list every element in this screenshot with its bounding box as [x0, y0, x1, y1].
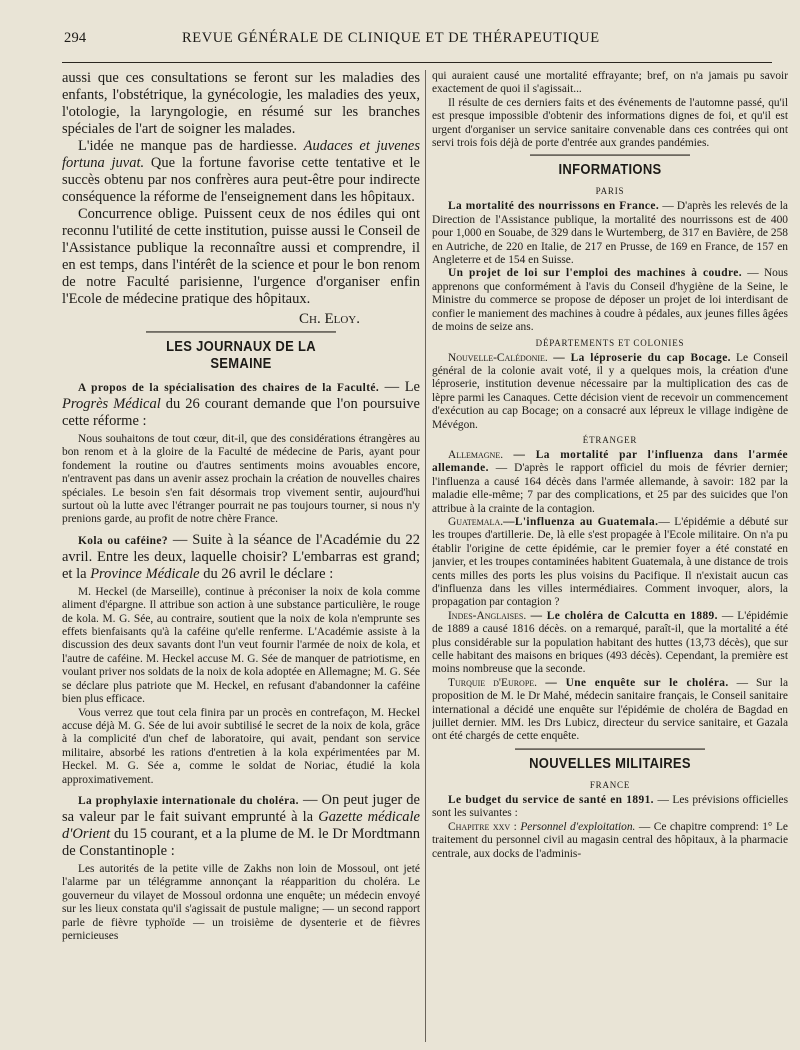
- journal-name: Progrès Médical: [62, 396, 161, 412]
- column-separator: [425, 70, 426, 1042]
- text: — Le: [379, 379, 420, 395]
- running-head: [62, 30, 772, 52]
- journal-name: Gazette médicale d'Orient: [62, 808, 420, 842]
- latin-quote: Audaces et juvenes fortuna juvat.: [62, 138, 420, 171]
- paragraph: [62, 138, 420, 206]
- text: — L'épidémie de 1889 a causé 1816 décès. on a remarqué, paraît-il, que la mortalité a été plus considérable sur la population habitant des huttes (13,73 décès), que sur celle habitant des maisons en briques (493 décès). Cependant, la première est moins nombreuse que la seconde.: [432, 609, 788, 676]
- text: du 15 courant, et a la plume de M. le Dr Mordtmann de Constantinople :: [62, 825, 420, 859]
- subsection-title: PARIS: [595, 186, 625, 197]
- text: — Suite à la séance de l'Académie du 22 avril. Entre les deux, laquelle choisir? L'embarras est grand; et la: [62, 531, 420, 582]
- news-title: La mortalité des nourrissons en France.: [448, 200, 660, 213]
- quotation: Les autorités de la petite ville de Zakhs non loin de Mossoul, ont jeté l'alarme par un télégramme annonçant la réapparition du choléra. Le gouverneur du vilayet de Mossoul ordonna une enquête; un médecin envoyé sur les lieux constata qu'il s'agissait de pustule maligne; — un second rapport parle de fièvre typhoïde — un troisième de dysenterie et de fièvres pernicieuses: [62, 862, 420, 942]
- news-title: — Le choléra de Calcutta en 1889.: [526, 609, 718, 622]
- place-name: Turquie d'Europe.: [448, 676, 538, 689]
- text: — Ce chapitre comprend: 1° Le traitement du personnel civil au magasin central des hôpitaux, à la pharmacie centrale, aux docks de l'adminis-: [432, 820, 788, 860]
- section-title: NOUVELLES MILITAIRES: [515, 748, 705, 771]
- news-item: [432, 352, 788, 432]
- text: L'idée ne manque pas de hardiesse.: [78, 138, 304, 154]
- article-title: Kola ou caféine?: [78, 534, 168, 547]
- quotation: Vous verrez que tout cela finira par un procès en contrefaçon, M. Heckel accuse déjà M. G. Sée de lui avoir subtilisé le secret de la noix de kola, grâce à la complicité d'un chef de laboratoire, qui avait, pendant son service militaire, absorbé les rations d'entretien à la kola expérimentées par M. Heckel. M. G. Sée a, comme le soldat de Noriac, étudié la kola approximativement.: [62, 706, 420, 786]
- text: — Les prévisions officielles sont les suivantes :: [432, 793, 788, 820]
- text: — L'épidémie a débuté sur les troupes d'artillerie. De, là elle s'est propagée à l'Ecole militaire. On n'a pu établir l'origine de cette épidémie, car le premier foyer a été constaté en janvier, et les troupes contaminées habitent Guatemala, à une distance de trois cents milles des ports les plus voisins du Pacifique. Il n'existait aucun cas d'influenza dans les villes intermédiaires. Comment invoquer, alors, la propagation par contagion ?: [432, 515, 788, 609]
- chapter-title: Personnel d'exploitation.: [520, 820, 636, 833]
- text: — On peut juger de sa valeur par le fait suivant emprunté à la: [62, 791, 420, 825]
- quotation: Nous souhaitons de tout cœur, dit-il, que des considérations étrangères au bon renom et à la gloire de la Faculté de médecine de Paris, ayant pour fondement la routine ou d'autres sentiments moins avouables encore, n'entravent pas dans un avenir assez prochain la création de nouvelles chaires spéciales. Le besoin s'en fait désormais trop vivement sentir, aujourd'hui surtout où la lutte avec l'étranger pourrait ne pas toujours tourner, si nous n'y prenions garde, au profit de notre chère France.: [62, 433, 420, 526]
- news-item: [432, 516, 788, 610]
- subsection-title: FRANCE: [589, 779, 631, 790]
- news-title: —L'influenza au Guatemala.: [503, 515, 659, 528]
- text: — D'après les relevés de la Direction de l'Assistance publique, la mortalité des nourrissons est de 400 pour 1,000 en Souabe, de 329 dans le Wurtemberg, de 317 en Bavière, de 258 en Autriche, de 220 en Italie, de 217 en Prusse, de 169 en France, de 157 en Angleterre et de 154 en Suisse.: [432, 200, 788, 267]
- place-name: Indes-Anglaises.: [448, 609, 527, 622]
- left-column: [62, 70, 420, 1045]
- news-title: — La léproserie du cap Bocage.: [547, 351, 731, 364]
- paragraph: Concurrence oblige. Puissent ceux de nos édiles qui ont reconnu l'utilité de cette institution, puisse aussi le Conseil de l'Assistance publique la reconnaître aussi et comprendre, il en est temps, dans l'intérêt de la science et pour le bon renom de notre Faculté parisienne, l'urgence d'organiser enfin l'Ecole de médecine pratique des hôpitaux.: [62, 206, 420, 307]
- news-title: Un projet de loi sur l'emploi des machines à coudre.: [448, 267, 742, 280]
- article-title: A propos de la spécialisation des chaires de la Faculté.: [78, 382, 380, 394]
- paragraph: aussi que ces consultations se feront sur les maladies des enfants, l'obstétrique, la gynécologie, les maladies des yeux, l'otologie, la laryngologie, en résumé sur les branches spéciales de l'art de soigner les malades.: [62, 70, 420, 137]
- text: — Sur la proposition de M. le Dr Mahé, médecin sanitaire français, le Conseil sanitaire international a décidé une enquête sur l'épidémie de choléra de Bagdad en juillet dernier. MM. les Drs Lubicz, directeur du service sanitaire, et Gazala ont été chargés de cette enquête.: [432, 676, 788, 743]
- article: [62, 532, 420, 583]
- article: [62, 379, 420, 430]
- place-name: Nouvelle-Calédonie.: [448, 351, 548, 364]
- signature: Ch. Eloy.: [299, 311, 360, 327]
- right-column: [432, 70, 788, 1045]
- article-title: La prophylaxie internationale du choléra.: [78, 794, 299, 807]
- text: — Nous apprenons que conformément à l'avis du Conseil d'hygiène de la Seine, le Ministre du commerce se propose de déposer un projet de loi interdisant de confier le maniement des machines à coudre à pédales, aux jeunes filles âgées de moins de seize ans.: [432, 267, 788, 334]
- place-name: Guatemala.: [448, 515, 504, 528]
- news-item: [432, 821, 788, 861]
- section-title: INFORMATIONS: [530, 155, 690, 178]
- news-title: — Une enquête sur le choléra.: [537, 676, 729, 689]
- news-item: [432, 449, 788, 516]
- journal-name: Province Médicale: [90, 565, 200, 582]
- news-item: [432, 610, 788, 677]
- section-title: LES JOURNAUX DE LA SEMAINE: [146, 331, 336, 371]
- place-name: Allemagne.: [448, 448, 504, 461]
- news-title: — La mortalité par l'influenza dans l'armée allemande.: [432, 448, 788, 475]
- text: du 26 courant demande que l'on poursuive cette réforme :: [62, 396, 420, 429]
- text: — D'après le rapport officiel du mois de février dernier; l'influenza a causé 164 décès dans l'armée allemande, à savoir: 182 par la maladie elle-même; 7 par des complications, et 25 par des suicides que l'on attribue à la crainte de la contagion.: [432, 462, 788, 515]
- quotation: M. Heckel (de Marseille), continue à préconiser la noix de kola comme aliment d'épargne. Il attribue son action à une substance particulière, le rouge de kola. M. G. Sée, au contraire, soutient que la noix de kola n'emprunte ses effets bienfaisants qu'à la caféine qu'elle renferme. L'Académie assiste à la discussion des deux savants dont l'un veut fournir l'armée de noix de kola, et l'autre de caféine. M. Heckel accuse M. G. Sée de manquer de patriotisme, en voulant priver nos soldats de la noix de kola adoptée en Allemagne; M. G. Sée se déclare plus patriote que M. Heckel, en refusant d'abandonner la caféine bien plus efficace.: [62, 585, 420, 706]
- news-item: [432, 267, 788, 334]
- news-item: [432, 794, 788, 821]
- journal-title: REVUE GÉNÉRALE DE CLINIQUE ET DE THÉRAPEUTIQUE: [182, 30, 600, 46]
- news-title: Le budget du service de santé en 1891.: [448, 793, 654, 806]
- text: du 26 avril le déclare :: [199, 565, 334, 582]
- header-rule: [62, 62, 772, 63]
- subsection-title: ÉTRANGER: [582, 434, 638, 445]
- paragraph: Il résulte de ces derniers faits et des événements de l'automne passé, qu'il est presque impossible d'obtenir des informations dignes de foi, et qu'il est urgent d'organiser un service sanitaire convenable dans ces contrées qui ont servi trois fois déjà de porte d'entrée aux grandes pandémies.: [432, 96, 788, 150]
- text: Que la fortune favorise cette tentative et le succès obtenu par nos confrères aura peut-être pour indirecte conséquence la réforme de l'enseignement dans les hôpitaux.: [62, 155, 420, 205]
- article: [62, 792, 420, 860]
- text: Le Conseil général de la colonie avait voté, il y a quelques mois, la création d'une léproserie, institution devenue nécessaire par la multiplication des cas de lèpre parmi les Canaques. Cette décision vient de recevoir un commencement d'exécution au cap Bocage; on a consacré aux lépreux le village indigène de Mévégon.: [432, 351, 788, 431]
- page-number: 294: [64, 30, 87, 46]
- paragraph: qui auraient causé une mortalité effrayante; bref, on n'a jamais pu savoir exactement de quoi il s'agissait...: [432, 70, 788, 96]
- subsection-title: DÉPARTEMENTS ET COLONIES: [535, 337, 685, 348]
- news-item: [432, 200, 788, 267]
- news-item: [432, 677, 788, 744]
- chapter-label: Chapitre xxv :: [448, 820, 521, 833]
